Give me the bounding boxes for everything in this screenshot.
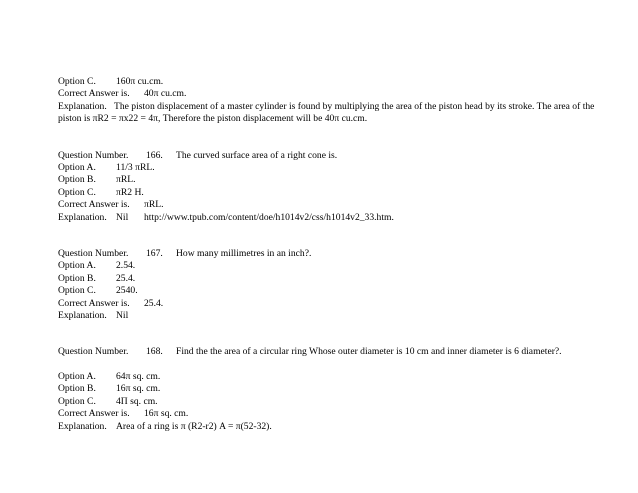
correct-answer-value: 40π cu.cm. (144, 88, 187, 100)
option-label: Option C. (58, 76, 96, 87)
option-c-row (58, 396, 598, 408)
explanation-link[interactable]: http://www.tpub.com/content/doe/h1014v2/css/h1014v2_33.htm. (144, 211, 394, 223)
explanation-value: Nil (116, 309, 129, 321)
question-number-label: Question Number. (58, 346, 129, 358)
document-page (58, 76, 598, 433)
option-value: 11/3 πRL. (116, 161, 155, 173)
option-value: 2.54. (116, 260, 136, 272)
correct-answer-label: Correct Answer is. (58, 199, 130, 211)
option-c-row (58, 76, 598, 88)
explanation-label: Explanation. (58, 100, 107, 112)
question-number-value: 167. (146, 247, 163, 259)
explanation-row (58, 421, 598, 433)
correct-answer-label: Correct Answer is. (58, 297, 130, 309)
question-number-row (58, 346, 598, 358)
option-value: 25.4. (116, 272, 136, 284)
explanation-text: Area of a ring is π (R2-r2) A = π(52-32). (116, 420, 272, 432)
option-value: 16π sq. cm. (116, 383, 161, 395)
option-label: Option B. (58, 174, 96, 186)
explanation-row (58, 212, 598, 224)
option-label: Option C. (58, 285, 96, 297)
option-a-row (58, 260, 598, 272)
question-text: How many millimetres in an inch?. (176, 247, 312, 259)
correct-answer-row (58, 298, 598, 310)
option-b-row (58, 174, 598, 186)
option-label: Option C. (58, 395, 96, 407)
option-label: Option B. (58, 383, 96, 395)
correct-answer-row (58, 88, 598, 100)
correct-answer-value: πRL. (144, 199, 164, 211)
question-165-tail (58, 76, 598, 126)
question-number-label: Question Number. (58, 149, 129, 161)
explanation-text: The piston displacement of a master cylinder is found by multiplying the area of the piston head by its stroke. The area of the piston is πR2 = πx22 = 4π, Therefore the piston displacement will be 40π cu.cm. (58, 100, 595, 125)
correct-answer-row (58, 199, 598, 211)
option-a-row (58, 371, 598, 383)
explanation-label: Explanation. (58, 420, 107, 432)
question-167 (58, 248, 598, 322)
option-c-row (58, 187, 598, 199)
question-number-label: Question Number. (58, 247, 129, 259)
question-text: The curved surface area of a right cone is. (176, 149, 338, 161)
option-a-row (58, 162, 598, 174)
correct-answer-value: 16π sq. cm. (144, 408, 189, 420)
option-b-row (58, 383, 598, 395)
question-168 (58, 346, 598, 433)
question-text: Find the the area of a circular ring Whose outer diameter is 10 cm and inner diameter is 6 diameter?. (176, 346, 562, 358)
option-label: Option A. (58, 260, 96, 272)
question-number-value: 166. (146, 149, 163, 161)
option-c-row (58, 285, 598, 297)
option-label: Option A. (58, 161, 96, 173)
option-value: 4Π sq. cm. (116, 395, 158, 407)
question-number-value: 168. (146, 346, 163, 358)
option-label: Option C. (58, 186, 96, 198)
explanation-label: Explanation. (58, 309, 107, 321)
question-number-row (58, 248, 598, 260)
option-value: πR2 H. (116, 186, 144, 198)
correct-answer-row (58, 408, 598, 420)
option-label: Option A. (58, 371, 96, 383)
correct-answer-label: Correct Answer is. (58, 408, 130, 420)
option-label: Option B. (58, 272, 96, 284)
option-b-row (58, 273, 598, 285)
explanation-label: Explanation. (58, 211, 107, 223)
option-value: 2540. (116, 285, 138, 297)
question-number-row (58, 150, 598, 162)
explanation-value: Nil (116, 211, 129, 223)
option-value: πRL. (116, 174, 136, 186)
explanation-row (58, 310, 598, 322)
option-value: 160π cu.cm. (116, 76, 164, 87)
correct-answer-label: Correct Answer is. (58, 88, 130, 100)
question-166 (58, 150, 598, 224)
explanation-row (58, 101, 598, 126)
correct-answer-value: 25.4. (144, 297, 164, 309)
option-value: 64π sq. cm. (116, 371, 161, 383)
